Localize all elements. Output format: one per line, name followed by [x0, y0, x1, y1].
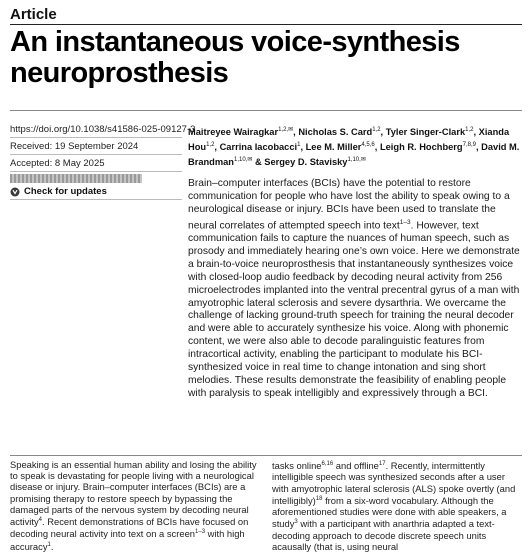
author-affiliation: 1,10,✉	[233, 156, 253, 163]
author-affiliation: 1,10,✉	[347, 156, 366, 163]
author-affiliation: 4,5,6	[361, 141, 375, 148]
author-affiliation: 1,2	[465, 127, 474, 133]
author-affiliation: 1,2	[206, 141, 215, 148]
author-name[interactable]: Xianda Hou	[188, 127, 510, 152]
doi-link[interactable]: https://doi.org/10.1038/s41586-025-09127-3	[10, 124, 196, 135]
citation-ref[interactable]: 17	[378, 461, 386, 467]
body-rule	[10, 455, 522, 456]
author-separator: ,	[380, 127, 386, 138]
author-name[interactable]: Maitreyee Wairagkar	[188, 127, 279, 138]
citation-ref[interactable]: 4	[38, 517, 42, 524]
accepted-date: Accepted: 8 May 2025	[10, 158, 105, 169]
author-separator: &	[252, 156, 265, 167]
meta-divider	[10, 154, 182, 155]
text-segment: with high accuracy	[10, 528, 245, 552]
text-segment: .	[50, 540, 54, 552]
text-segment: Speaking is an essential human ability and losing the ability to speak is devastating for people living with a neurological disease or injury. Brain–computer interfaces (BCIs) are a promising therapy to restore speech by bypassing the damaged parts of the nervous system by decoding neural activity	[10, 459, 257, 528]
author-separator: ,	[293, 127, 299, 138]
citation-ref[interactable]: 6,16	[321, 461, 334, 467]
citation-ref[interactable]: 1–3	[195, 529, 206, 536]
received-date: Received: 19 September 2024	[10, 141, 139, 152]
redacted-text-bar	[10, 174, 142, 183]
author-list	[188, 124, 520, 169]
text-segment: . Recent demonstrations of BCIs have focused on decoding neural activity into text on a screen	[10, 516, 249, 540]
author-name[interactable]: Sergey D. Stavisky	[264, 156, 348, 167]
author-name[interactable]: Leigh R. Hochberg	[379, 141, 463, 152]
abstract	[188, 178, 520, 401]
text-segment: from a six-word vocabulary. Although the aforementioned studies were done with able speakers, a study	[272, 494, 507, 530]
author-separator: ,	[473, 127, 479, 138]
meta-divider	[10, 171, 182, 172]
citation-ref[interactable]: 1	[47, 541, 51, 548]
check-for-updates-link[interactable]	[10, 186, 107, 197]
text-segment: . However, text communication fails to capture the nuances of human speech, such as prosody and immediately hearing one’s own voice. Here we demonstrate a brain-to-voice neuroprosthesis that instantaneously synthesizes voice with closed-loop audio feedback by decoding neural activity from 256 microelectrodes implanted into the ventral precentral gyrus of a man with amyotrophic lateral sclerosis and severe dysarthria. We overcame the challenge of lacking ground-truth speech for training the neural decoder and were able to accurately synthesize his voice. Along with phonemic content, we were also able to decode paralinguistic features from intracortical activity, enabling the participant to modulate his BCI-synthesized voice in real time to change intonation and sing short melodies. These results demonstrate the feasibility of enabling people with paralysis to speak intelligibly and expressively through a BCI.	[188, 220, 520, 399]
body-column-right	[272, 459, 522, 552]
check-updates-label: Check for updates	[24, 186, 107, 197]
author-name[interactable]: Tyler Singer-Clark	[385, 127, 466, 138]
meta-divider	[10, 137, 182, 138]
author-separator: ,	[374, 141, 380, 152]
author-separator: ,	[300, 141, 306, 152]
author-name[interactable]: Carrina Iacobacci	[219, 141, 298, 152]
article-title: An instantaneous voice-synthesis neuroprosthesis	[10, 26, 460, 89]
author-separator: ,	[214, 141, 220, 152]
text-segment: and offline	[333, 460, 379, 472]
header-rule	[10, 24, 522, 25]
author-affiliation: 1,2,✉	[278, 127, 294, 133]
meta-divider	[10, 199, 182, 200]
check-updates-icon	[10, 187, 20, 197]
citation-ref[interactable]: 3	[294, 519, 298, 526]
author-affiliation: 1,2	[372, 127, 381, 133]
author-name[interactable]: David M. Brandman	[188, 141, 520, 167]
text-segment: with a participant with anarthria adapted a text-decoding approach to decode discrete speech units acausally (that is, using neural	[272, 518, 495, 552]
author-affiliation: 7,8,9	[462, 141, 476, 148]
body-column-left	[10, 459, 260, 552]
citation-ref[interactable]: 18	[315, 495, 323, 502]
author-separator: ,	[475, 141, 482, 152]
text-segment: . Recently, intermittently intelligible speech was synthesized seconds after a user with amyotrophic lateral sclerosis (ALS) spoke overtly (and intelligibly)	[272, 460, 516, 506]
citation-ref[interactable]: 1–3	[399, 218, 411, 226]
author-name[interactable]: Nicholas S. Card	[298, 127, 373, 138]
text-segment: tasks online	[272, 460, 322, 472]
title-rule	[10, 110, 522, 111]
article-type-label: Article	[10, 6, 57, 23]
author-name[interactable]: Lee M. Miller	[305, 141, 362, 152]
text-segment: Brain–computer interfaces (BCIs) have the potential to restore communication for people who have lost the ability to speak owing to a neurological disease or injury. BCIs have been used to translate the neural correlates of attempted speech into text	[188, 178, 510, 232]
author-affiliation: 1	[297, 141, 301, 148]
